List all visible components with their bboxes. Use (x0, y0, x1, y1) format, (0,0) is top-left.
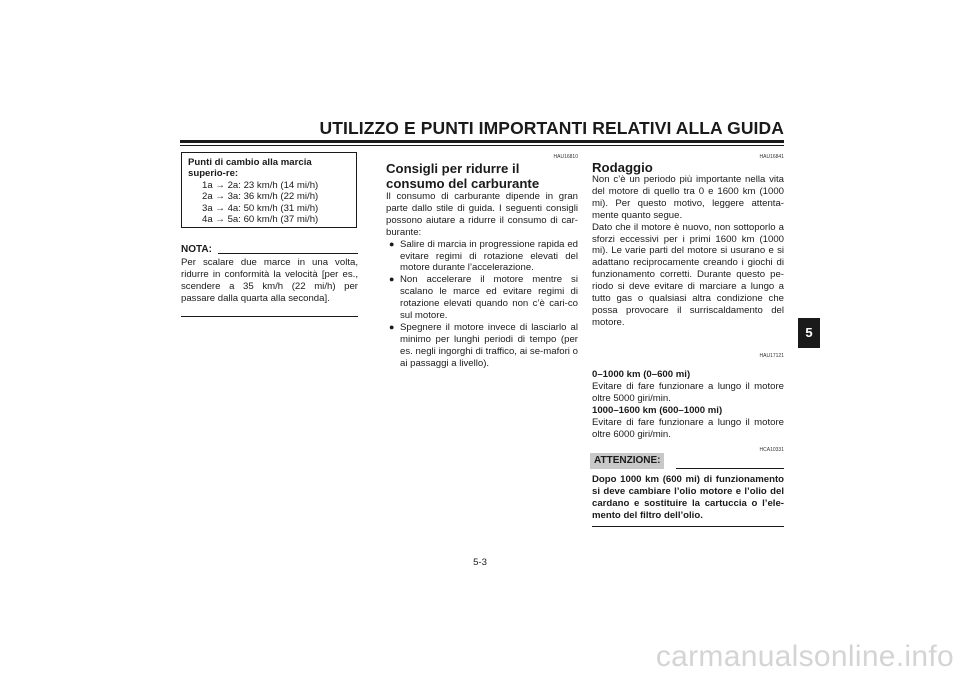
attenzione-label: ATTENZIONE: (590, 453, 664, 469)
list-item: ● Salire di marcia in progressione rapida ed evitare regimi di rotazione elevati del motore durante l’accelerazione. (389, 238, 578, 274)
page-number: 5-3 (473, 557, 487, 568)
header-rule-thin (180, 145, 784, 146)
chapter-tab: 5 (798, 318, 820, 348)
nota-rule (218, 253, 358, 254)
section-code: HAU16841 (759, 154, 784, 160)
consigli-section (386, 191, 578, 370)
bullet-icon: ● (389, 238, 395, 249)
bullet-icon: ● (389, 321, 395, 332)
stage-text: Evitare di fare funzionare a lungo il motore oltre 5000 giri/min. (592, 380, 784, 404)
section-code: HCA10331 (759, 447, 784, 453)
bullet-icon: ● (389, 274, 395, 285)
list-item: ● Non accelerare il motore mentre si scalano le marce ed evitare regimi di rotazione elevati quando non c’è cari-co sul motore. (389, 274, 578, 322)
shift-points-heading: Punti di cambio alla marcia superio-re: (188, 157, 312, 180)
attenzione-end-rule (592, 526, 784, 527)
rodaggio-section (592, 174, 784, 329)
section-code: HAU17121 (759, 353, 784, 359)
list-item: ● Spegnere il motore invece di lasciarlo al minimo per lunghi periodi di tempo (per es. negli ingorghi di traffico, ai se-mafori o ai passaggi a livello). (389, 321, 578, 369)
rodaggio-stages (592, 369, 784, 440)
page-title: UTILIZZO E PUNTI IMPORTANTI RELATIVI ALLA GUIDA (319, 118, 784, 138)
watermark: carmanualsonline.info (655, 640, 954, 673)
shift-point-row: 4a → 5a: 60 km/h (37 mi/h) (202, 214, 319, 226)
shift-point-row: 1a → 2a: 23 km/h (14 mi/h) (202, 179, 319, 191)
shift-points-box (181, 152, 357, 228)
consigli-intro: Il consumo di carburante dipende in gran parte dallo stile di guida. I seguenti consigli possono aiutare a ridurre il consumo di car-burante: (386, 191, 578, 238)
stage-heading: 1000–1600 km (600–1000 mi) (592, 404, 723, 416)
shift-point-row: 3a → 4a: 50 km/h (31 mi/h) (202, 202, 319, 214)
section-code: HAU16810 (553, 154, 578, 160)
stage-text: Evitare di fare funzionare a lungo il motore oltre 6000 giri/min. (592, 416, 784, 440)
rodaggio-paragraph: Dato che il motore è nuovo, non sottoporlo a sforzi eccessivi per i primi 1600 km (1000 mi). Le varie parti del motore si usurano e si adattano reciprocamente creando i giochi di funzionamento corretti. Durante questo pe-riodo si deve evitare di marciare a lungo a tutto gas o qualsiasi altra condizione che possa provocare il surriscaldamento del motore. (592, 221, 784, 328)
shift-point-row: 2a → 3a: 36 km/h (22 mi/h) (202, 191, 319, 203)
attenzione-rule (676, 468, 784, 469)
consigli-title: Consigli per ridurre il consumo del carburante (386, 161, 540, 191)
consigli-list (386, 239, 578, 370)
attenzione-text: Dopo 1000 km (600 mi) di funzionamento si deve cambiare l’olio motore e l’olio del cardano e sostituire la cartuccia o l’ele-mento del filtro dell’olio. (592, 474, 784, 521)
rodaggio-title: Rodaggio (592, 160, 653, 175)
nota-label: NOTA: (181, 244, 212, 255)
stage-heading: 0–1000 km (0–600 mi) (592, 369, 691, 380)
rodaggio-paragraph: Non c’è un periodo più importante nella vita del motore di quello tra 0 e 1600 km (1000 mi). Per questo motivo, leggere attenta-mente quanto segue. (592, 174, 784, 221)
nota-text: Per scalare due marce in una volta, ridurre in conformità la velocità [per es., scendere a 35 km/h (22 mi/h) per passare dalla quarta alla seconda]. (181, 257, 358, 304)
header-rule-thick (180, 140, 784, 143)
nota-end-rule (181, 316, 358, 317)
